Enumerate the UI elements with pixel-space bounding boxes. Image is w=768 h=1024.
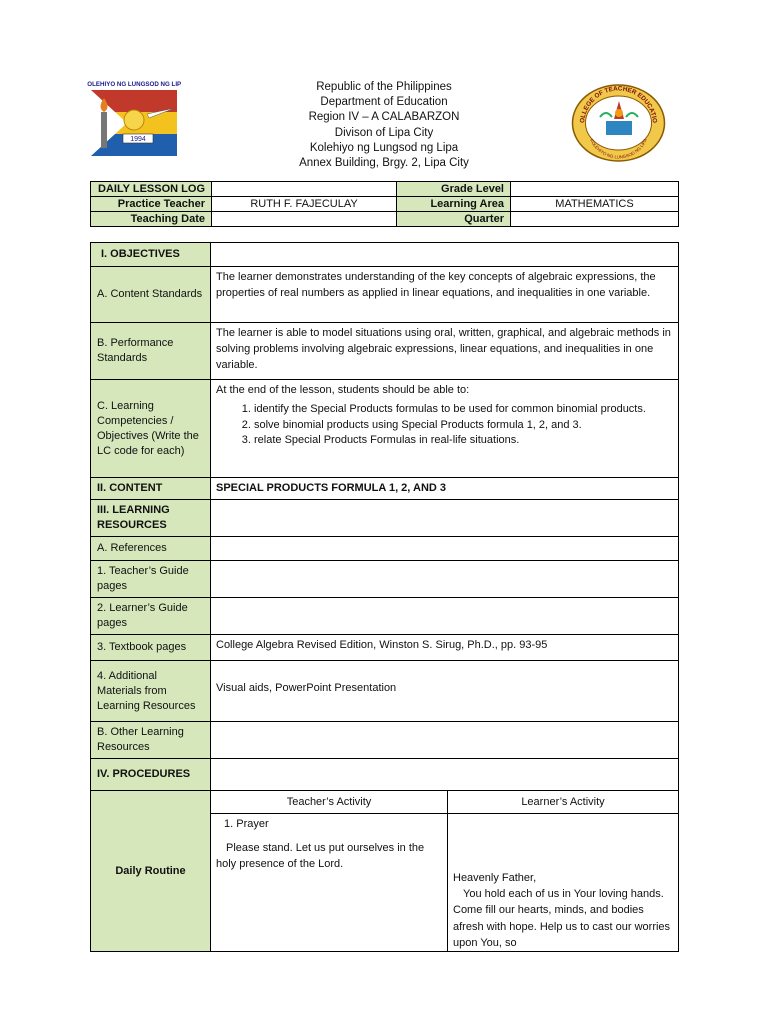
document-header xyxy=(230,80,538,171)
logo-left-text: KOLEHIYO NG LUNGSOD NG LIPA xyxy=(87,81,181,88)
content-text: SPECIAL PRODUCTS FORMULA 1, 2, AND 3 xyxy=(211,478,679,500)
references-label: A. References xyxy=(91,537,211,561)
quarter-value xyxy=(511,212,679,227)
teaching-date-value xyxy=(212,212,397,227)
objectives-cell xyxy=(211,243,679,267)
header-line-6: Annex Building, Brgy. 2, Lipa City xyxy=(299,157,469,170)
kolehiyo-logo xyxy=(87,78,181,158)
quarter-label: Quarter xyxy=(397,212,511,227)
competency-item: 1. identify the Special Products formulas to be used for common binomial products. xyxy=(254,402,673,418)
logo-right-subtext: KOLEHIYO NG LUNGSOD NG LIPA xyxy=(589,138,648,160)
content-standards-text: The learner demonstrates understanding of the key concepts of algebraic expressions, the properties of real numbers as applied in linear equations, and inequalities in one variable. xyxy=(211,267,679,323)
practice-teacher-label: Practice Teacher xyxy=(91,197,212,212)
logo-left-year: 1994 xyxy=(130,136,146,143)
lesson-plan-table xyxy=(90,242,679,952)
teacher-activity-cell xyxy=(211,814,448,952)
teachers-guide-label: 1. Teacher’s Guide pages xyxy=(91,561,211,598)
teaching-date-label: Teaching Date xyxy=(91,212,212,227)
daily-lesson-log-label: DAILY LESSON LOG xyxy=(91,182,212,197)
competencies-list xyxy=(216,402,673,449)
practice-teacher-value: RUTH F. FAJECULAY xyxy=(212,197,397,212)
learner-activity-header: Learner’s Activity xyxy=(448,791,679,814)
learner-activity-cell xyxy=(448,814,679,952)
logo-right-text: OLLEGE OF TEACHER EDUCATIO xyxy=(578,85,659,124)
daily-lesson-log-value xyxy=(212,182,397,197)
lesson-info-table xyxy=(90,181,679,227)
learners-guide-label: 2. Learner’s Guide pages xyxy=(91,598,211,635)
content-heading: II. CONTENT xyxy=(91,478,211,500)
performance-standards-text: The learner is able to model situations using oral, written, graphical, and algebraic methods in solving problems involving algebraic expressions, linear equations, and inequalities in one variable. xyxy=(211,323,679,380)
competencies-intro: At the end of the lesson, students should be able to: xyxy=(216,384,470,396)
content-standards-label: A. Content Standards xyxy=(91,267,211,323)
performance-standards-label: B. Performance Standards xyxy=(91,323,211,380)
header-line-3: Region IV – A CALABARZON xyxy=(308,111,460,124)
college-of-teacher-education-logo xyxy=(570,83,667,163)
learning-resources-cell xyxy=(211,500,679,537)
additional-materials-label: 4. Additional Materials from Learning Resources xyxy=(91,661,211,722)
objectives-heading: I. OBJECTIVES xyxy=(91,243,211,267)
daily-routine-label: Daily Routine xyxy=(91,791,211,952)
textbook-label: 3. Textbook pages xyxy=(91,635,211,661)
teachers-guide-cell xyxy=(211,561,679,598)
learners-guide-cell xyxy=(211,598,679,635)
header-line-2: Department of Education xyxy=(320,96,448,109)
grade-level-value xyxy=(511,182,679,197)
other-resources-label: B. Other Learning Resources xyxy=(91,722,211,759)
textbook-text: College Algebra Revised Edition, Winston S. Sirug, Ph.D., pp. 93-95 xyxy=(211,635,679,661)
learning-area-label: Learning Area xyxy=(397,197,511,212)
prayer-learner-title: Heavenly Father, xyxy=(453,872,537,884)
references-cell xyxy=(211,537,679,561)
prayer-learner-text: You hold each of us in Your loving hands. Come fill our hearts, minds, and bodies afresh with hope. Help us to cast our worries upon You, so xyxy=(453,888,671,949)
competency-item: 2. solve binomial products using Special Products formula 1, 2, and 3. xyxy=(254,418,673,434)
header-line-1: Republic of the Philippines xyxy=(316,81,452,93)
competency-item: 3. relate Special Products Formulas in real-life situations. xyxy=(254,433,673,449)
learning-area-value: MATHEMATICS xyxy=(511,197,679,212)
prayer-teacher-text: Please stand. Let us put ourselves in the holy presence of the Lord. xyxy=(216,842,425,870)
grade-level-label: Grade Level xyxy=(397,182,511,197)
learning-competencies-label: C. Learning Competencies / Objectives (Write the LC code for each) xyxy=(91,380,211,478)
learning-competencies-cell xyxy=(211,380,679,478)
header-line-5: Kolehiyo ng Lungsod ng Lipa xyxy=(309,141,459,154)
prayer-item: 1. Prayer xyxy=(224,818,269,830)
other-resources-cell xyxy=(211,722,679,759)
procedures-heading: IV. PROCEDURES xyxy=(91,759,211,791)
additional-materials-text: Visual aids, PowerPoint Presentation xyxy=(211,661,679,722)
learning-resources-heading: III. LEARNING RESOURCES xyxy=(91,500,211,537)
teacher-activity-header: Teacher’s Activity xyxy=(211,791,448,814)
procedures-cell xyxy=(211,759,679,791)
header-line-4: Divison of Lipa City xyxy=(334,126,434,139)
